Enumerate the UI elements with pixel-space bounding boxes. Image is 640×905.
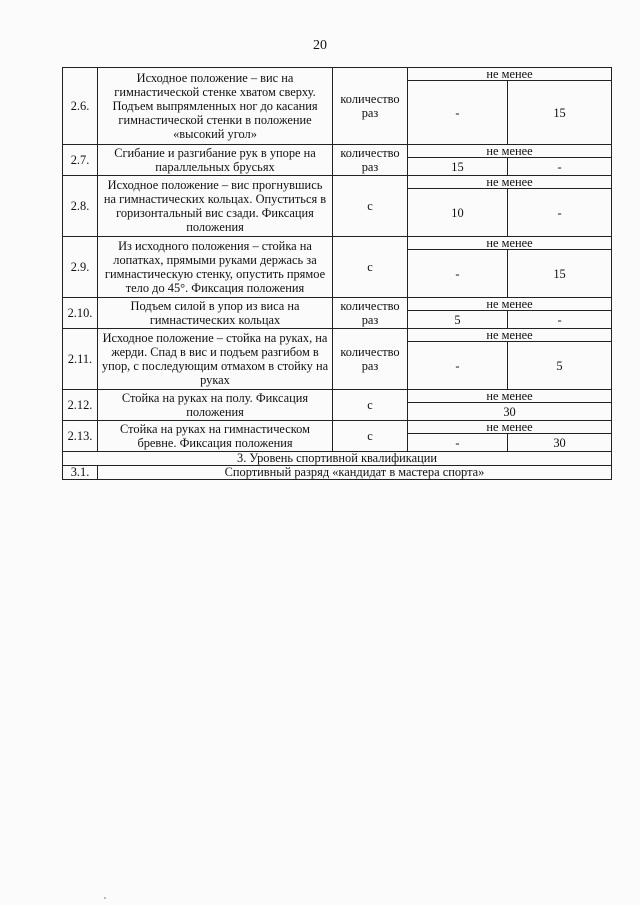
table-row [63, 298, 612, 311]
row-number: 2.12. [63, 390, 98, 421]
value-cell: 30 [508, 434, 612, 452]
row-number: 2.7. [63, 145, 98, 176]
row-number: 3.1. [63, 466, 98, 480]
row-number: 2.9. [63, 237, 98, 298]
exercise-name: Стойка на руках на полу. Фиксация положения [98, 390, 333, 421]
row-number: 2.6. [63, 68, 98, 145]
table-row [63, 329, 612, 342]
unit-cell: с [333, 421, 408, 452]
row-number: 2.11. [63, 329, 98, 390]
section-row [63, 452, 612, 466]
exercise-name: Подъем силой в упор из виса на гимнастических кольцах [98, 298, 333, 329]
unit-cell: с [333, 390, 408, 421]
table-row [63, 176, 612, 189]
value-cell: - [408, 342, 508, 390]
table-row [63, 421, 612, 434]
value-cell: - [408, 250, 508, 298]
exercise-name: Исходное положение – вис прогнувшись на гимнастических кольцах. Опуститься в горизонтальный вис сзади. Фиксация положения [98, 176, 333, 237]
row-number: 2.8. [63, 176, 98, 237]
row-number: 2.10. [63, 298, 98, 329]
unit-cell: количество раз [333, 329, 408, 390]
value-cell: - [508, 189, 612, 237]
min-header: не менее [408, 390, 612, 403]
exercise-name: Исходное положение – стойка на руках, на жерди. Спад в вис и подъем разгибом в упор, с последующим отмахом в стойку на руках [98, 329, 333, 390]
min-header: не менее [408, 145, 612, 158]
table-row [63, 68, 612, 81]
min-header: не менее [408, 421, 612, 434]
value-cell: - [508, 311, 612, 329]
value-cell: 5 [508, 342, 612, 390]
exercise-name: Стойка на руках на гимнастическом бревне. Фиксация положения [98, 421, 333, 452]
value-cell: 5 [408, 311, 508, 329]
qualification-text: Спортивный разряд «кандидат в мастера спорта» [98, 466, 612, 480]
value-cell: 10 [408, 189, 508, 237]
min-header: не менее [408, 68, 612, 81]
scan-speck [104, 897, 106, 899]
min-header: не менее [408, 176, 612, 189]
row-number: 2.13. [63, 421, 98, 452]
unit-cell: с [333, 237, 408, 298]
value-cell: 15 [408, 158, 508, 176]
unit-cell: с [333, 176, 408, 237]
page-number: 20 [313, 38, 327, 53]
value-cell: - [408, 81, 508, 145]
exercise-name: Сгибание и разгибание рук в упоре на параллельных брусьях [98, 145, 333, 176]
exercise-name: Исходное положение – вис на гимнастической стенке хватом сверху. Подъем выпрямленных ног до касания гимнастической стенки в положение «высокий угол» [98, 68, 333, 145]
table-row [63, 145, 612, 158]
min-header: не менее [408, 329, 612, 342]
unit-cell: количество раз [333, 68, 408, 145]
table-row [63, 237, 612, 250]
value-cell: 30 [408, 403, 612, 421]
norms-table [62, 67, 612, 480]
unit-cell: количество раз [333, 145, 408, 176]
section-title: 3. Уровень спортивной квалификации [63, 452, 612, 466]
value-cell: 15 [508, 81, 612, 145]
min-header: не менее [408, 237, 612, 250]
min-header: не менее [408, 298, 612, 311]
value-cell: 15 [508, 250, 612, 298]
table-row [63, 390, 612, 403]
unit-cell: количество раз [333, 298, 408, 329]
table-row [63, 466, 612, 480]
exercise-name: Из исходного положения – стойка на лопатках, прямыми руками держась за гимнастическую стенку, опустить прямое тело до 45°. Фиксация положения [98, 237, 333, 298]
value-cell: - [408, 434, 508, 452]
value-cell: - [508, 158, 612, 176]
